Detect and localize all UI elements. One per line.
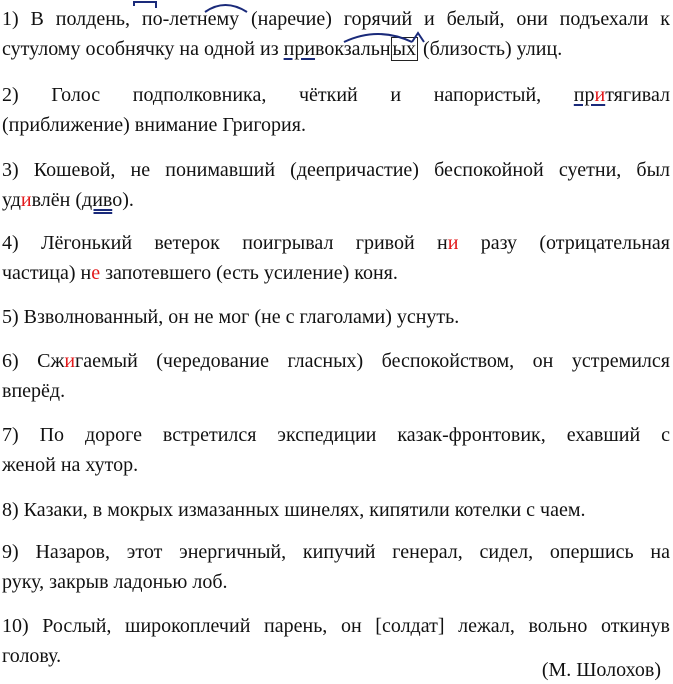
sentence-9-line-1 bbox=[2, 540, 670, 564]
text-segment: 9) Назаров, этот энергичный, кипучий генерал, сидел, опершись на bbox=[2, 541, 670, 563]
highlighted-letter: и bbox=[64, 350, 76, 372]
prefix-pri: при bbox=[283, 38, 316, 60]
sentence-5-line-1 bbox=[2, 305, 670, 329]
check-word-root: див bbox=[82, 189, 113, 211]
text-segment: вперёд. bbox=[2, 380, 66, 402]
sentence-8-line-1 bbox=[2, 498, 670, 522]
text-segment: (наречие) горячий и белый, они подъехали к bbox=[239, 8, 670, 30]
sentence-6-line-1 bbox=[2, 349, 670, 373]
ending-box: ых bbox=[392, 38, 416, 60]
sentence-2-line-1 bbox=[2, 83, 670, 107]
text-segment: о). bbox=[112, 189, 134, 211]
text-segment: руку, закрыв ладонью лоб. bbox=[2, 571, 228, 593]
sentence-7-line-2 bbox=[2, 453, 670, 477]
text-segment: 7) По дороге встретился экспедиции казак-фронтовик, ехавший с bbox=[2, 424, 670, 446]
text-segment: 8) Казаки, в мокрых измазанных шинелях, кипятили котелки с чаем. bbox=[2, 499, 586, 521]
text-segment: тягивал bbox=[605, 84, 670, 106]
text-segment: гаемый (чередование гласных) беспокойством, он устремился bbox=[75, 350, 670, 372]
highlighted-letter: е bbox=[91, 262, 101, 284]
word-po-letnemu: по-летнему bbox=[141, 8, 240, 30]
text-segment: 1) В полдень, bbox=[2, 8, 142, 30]
sentence-4-line-1 bbox=[2, 231, 670, 255]
text-segment: частица) н bbox=[2, 262, 92, 284]
sentence-3-line-1 bbox=[2, 158, 670, 182]
sentence-9-line-2 bbox=[2, 570, 670, 594]
text-segment: 10) Рослый, широкоплечий парень, он [солдат] лежал, вольно откинув bbox=[2, 615, 670, 637]
text-segment: сутулому особнячку на одной из bbox=[2, 38, 284, 60]
text-segment: 5) Взволнованный, он не мог (не с глаголами) уснуть. bbox=[2, 306, 460, 328]
root-segment: вокзальн bbox=[315, 38, 391, 60]
highlighted-letter: и bbox=[447, 232, 459, 254]
sentence-7-line-1 bbox=[2, 423, 670, 447]
prefix-pr: пр bbox=[573, 84, 595, 106]
sentence-10-line-1 bbox=[2, 614, 670, 638]
text-segment: 2) Голос подполковника, чёткий и напористый, bbox=[2, 84, 574, 106]
sentence-1-line-1 bbox=[2, 7, 670, 31]
sentence-4-line-2 bbox=[2, 261, 670, 285]
text-segment: уд bbox=[2, 189, 21, 211]
text-segment: женой на хутор. bbox=[2, 454, 139, 476]
highlighted-letter: и bbox=[594, 84, 606, 106]
text-segment: разу (отрицательная bbox=[458, 232, 670, 254]
sentence-3-line-2 bbox=[2, 188, 670, 212]
text-segment: запотевшего (есть усиление) коня. bbox=[100, 262, 398, 284]
sentence-6-line-2 bbox=[2, 379, 670, 403]
text-segment: голову. bbox=[2, 645, 62, 667]
sentence-2-line-2 bbox=[2, 113, 670, 137]
text-segment: (приближение) внимание Григория. bbox=[2, 114, 306, 136]
sentence-1-line-2 bbox=[2, 37, 670, 61]
text-segment: 6) Сж bbox=[2, 350, 65, 372]
text-segment: 3) Кошевой, не понимавший (деепричастие) беспокойной суетни, был bbox=[2, 159, 670, 181]
text-segment: влён ( bbox=[31, 189, 83, 211]
highlighted-letter: и bbox=[20, 189, 32, 211]
text-segment: 4) Лёгонький ветерок поигрывал гривой н bbox=[2, 232, 448, 254]
author-attribution: (М. Шолохов) bbox=[541, 659, 661, 681]
text-segment: (близость) улиц. bbox=[417, 38, 563, 60]
